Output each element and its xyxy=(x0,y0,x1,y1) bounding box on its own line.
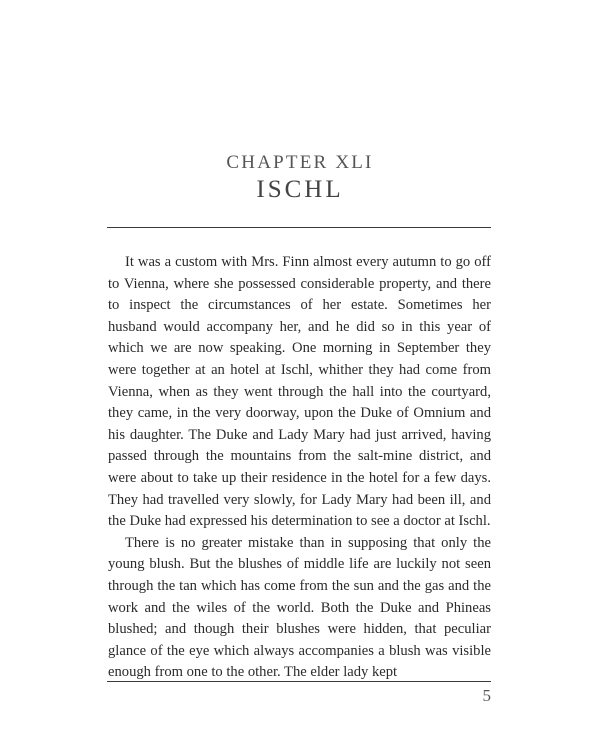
paragraph-1: It was a custom with Mrs. Finn almost every autumn to go off to Vienna, where she possessed considerable property, and there to inspect the circumstances of her estate. Sometimes her husband would accompany her, and he did so in this year of which we are now speaking. One morning in September they were together at an hotel at Ischl, whither they had come from Vienna, when as they went through the hall into the courtyard, they came, in the very doorway, upon the Duke of Omnium and his daughter. The Duke and Lady Mary had just arrived, having passed through the mountains from the salt-mine district, and were about to take up their residence in the hotel for a few days. They had travelled very slowly, for Lady Mary had been ill, and the Duke had expressed his determination to see a doctor at Ischl. xyxy=(108,254,491,530)
chapter-body xyxy=(108,252,491,684)
chapter-title-heading: ISCHL xyxy=(256,176,344,203)
bottom-divider xyxy=(107,681,491,682)
top-divider xyxy=(107,227,491,228)
page-number: 5 xyxy=(482,686,491,705)
paragraph-2: There is no greater mistake than in supposing that only the young blush. But the blushes of middle life are luckily not seen through the tan which has come from the sun and the gas and the work and the wiles of the world. Both the Duke and Phineas blushed; and though their blushes were hidden, that peculiar glance of the eye which always accompanies a blush was visible enough from one to the other. The elder lady kept xyxy=(108,534,491,681)
chapter-number-heading: CHAPTER XLI xyxy=(226,152,374,173)
